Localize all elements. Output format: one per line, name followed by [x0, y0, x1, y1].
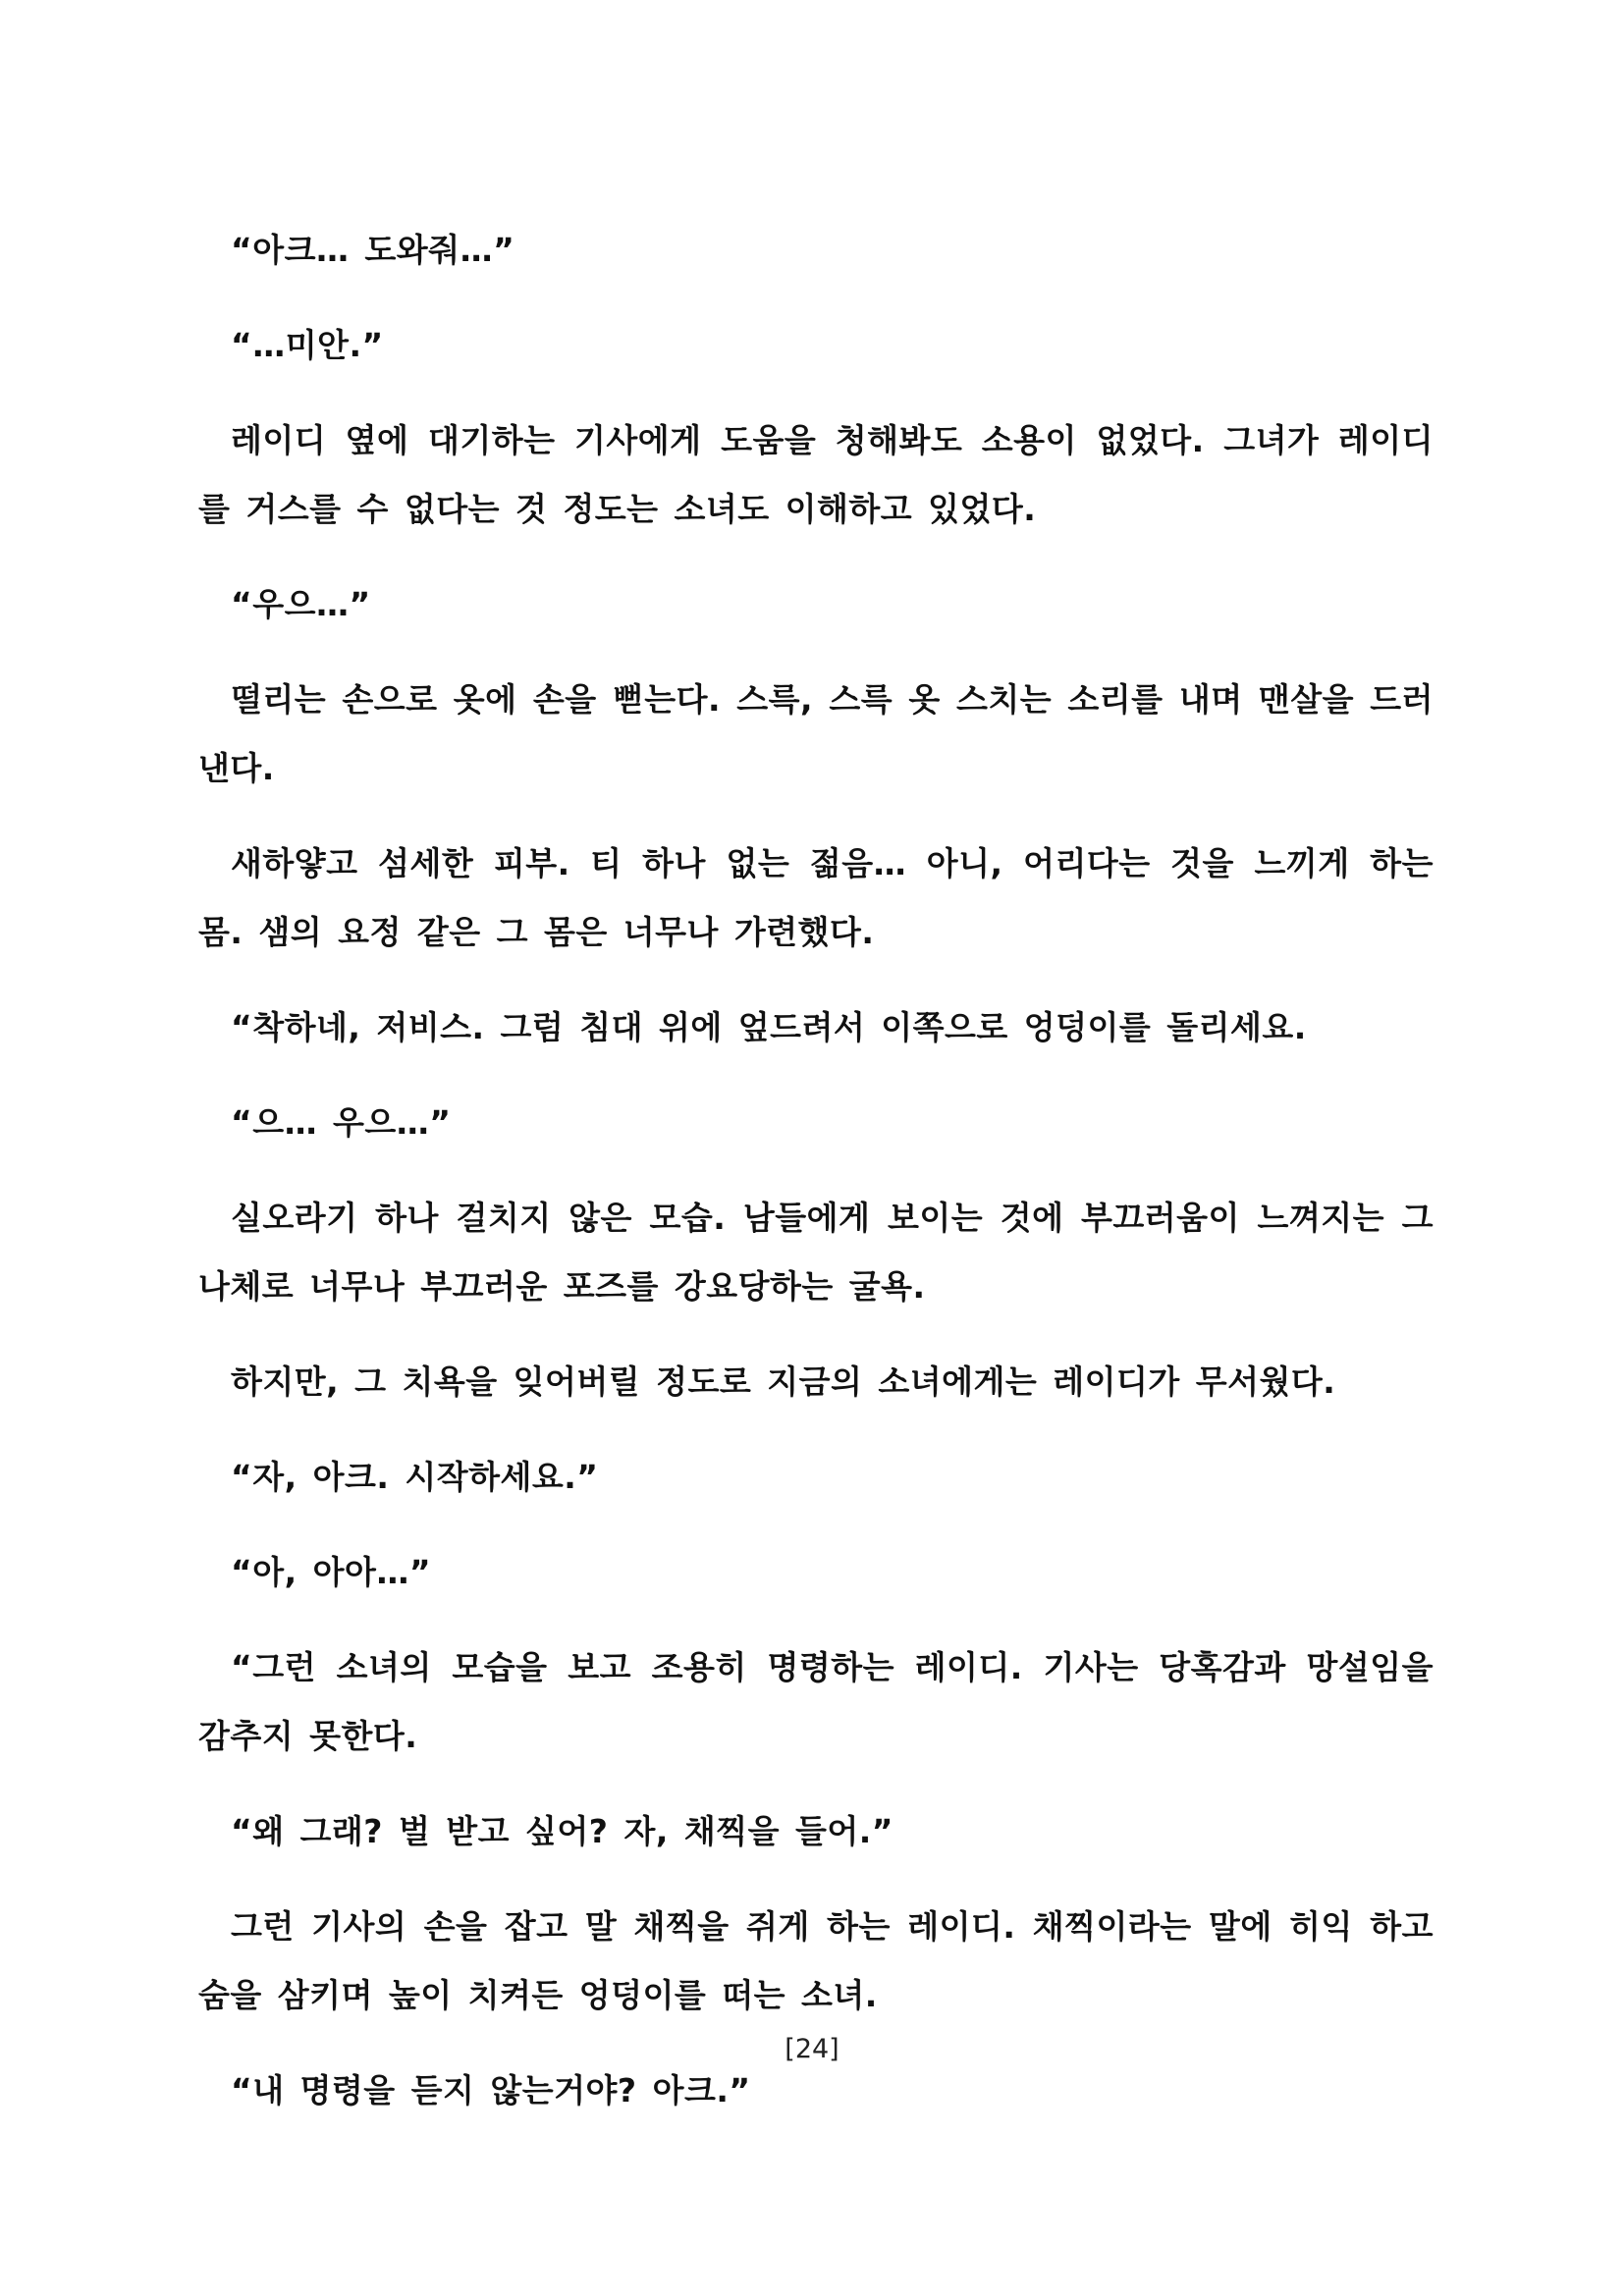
paragraph-7: “착하네, 저비스. 그럼 침대 위에 엎드려서 이쪽으로 엉덩이를 돌리세요.	[231, 1008, 1307, 1046]
paragraph-6: 새하얗고 섬세한 피부. 티 하나 없는 젊음… 아니, 어리다는 것을 느끼게 하는 몸. 샘의 요정 같은 그 몸은 너무나 가련했다.	[198, 844, 1434, 951]
paragraph-8: “으… 우으…”	[231, 1103, 452, 1142]
text-body	[198, 216, 1434, 2152]
paragraph-1: “아크… 도와줘…”	[231, 231, 515, 269]
paragraph-3: 레이디 옆에 대기하는 기사에게 도움을 청해봐도 소용이 없었다. 그녀가 레이디를 거스를 수 없다는 것 정도는 소녀도 이해하고 있었다.	[198, 421, 1434, 528]
paragraph-10: 하지만, 그 치욕을 잊어버릴 정도로 지금의 소녀에게는 레이디가 무서웠다.	[231, 1362, 1336, 1401]
page-number: [24]	[785, 2034, 839, 2064]
paragraph-16: “내 명령을 듣지 않는거야? 아크.”	[231, 2071, 751, 2109]
paragraph-5: 떨리는 손으로 옷에 손을 뻗는다. 스륵, 스륵 옷 스치는 소리를 내며 맨살을 드러낸다.	[198, 680, 1434, 787]
paragraph-4: “우으…”	[231, 585, 371, 623]
paragraph-12: “아, 아아…”	[231, 1553, 432, 1591]
paragraph-13: “그런 소녀의 모습을 보고 조용히 명령하는 레이디. 기사는 당혹감과 망설임을 감추지 못한다.	[198, 1648, 1434, 1755]
paragraph-2: “…미안.”	[231, 326, 384, 364]
paragraph-11: “자, 아크. 시작하세요.”	[231, 1458, 599, 1496]
paragraph-9: 실오라기 하나 걸치지 않은 모습. 남들에게 보이는 것에 부끄러움이 느껴지는 그 나체로 너무나 부끄러운 포즈를 강요당하는 굴욕.	[198, 1199, 1434, 1306]
paragraph-14: “왜 그래? 벌 받고 싶어? 자, 채찍을 들어.”	[231, 1812, 893, 1850]
paragraph-15: 그런 기사의 손을 잡고 말 채찍을 쥐게 하는 레이디. 채찍이라는 말에 히익 하고 숨을 삼키며 높이 치켜든 엉덩이를 떠는 소녀.	[198, 1907, 1434, 2014]
